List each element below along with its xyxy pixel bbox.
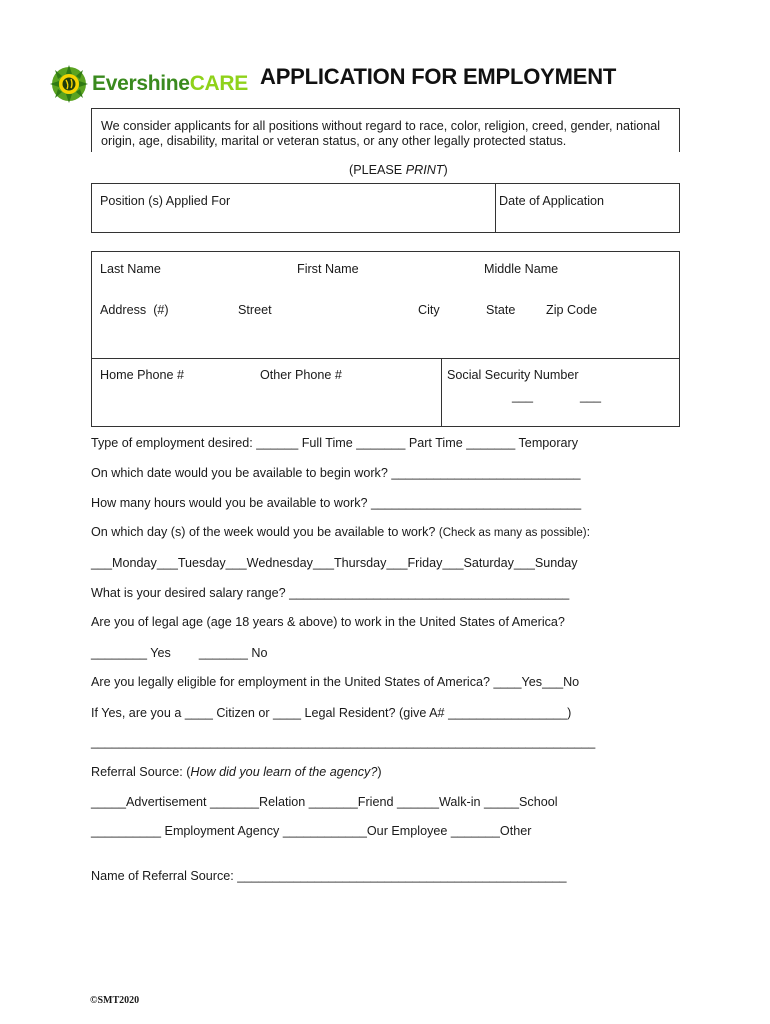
- page-title: APPLICATION FOR EMPLOYMENT: [260, 64, 617, 89]
- middle-name-field[interactable]: Middle Name: [484, 262, 559, 276]
- please-print-note: [349, 163, 448, 177]
- zip-code-field[interactable]: Zip Code: [546, 303, 598, 317]
- city-field[interactable]: City: [418, 303, 440, 317]
- referral-italic: How did you learn of the agency?: [190, 765, 378, 779]
- home-phone-field[interactable]: Home Phone #: [100, 368, 185, 382]
- address-number-field[interactable]: Address (#): [100, 303, 169, 317]
- referral-name-field[interactable]: Name of Referral Source: _______________________________________________: [91, 869, 567, 883]
- referral-options-row-1[interactable]: _____Advertisement _______Relation _______Friend ______Walk-in _____School: [91, 795, 558, 809]
- legal-age-options[interactable]: ________ Yes _______ No: [91, 646, 268, 660]
- referral-prefix: Referral Source: (: [91, 765, 191, 779]
- eligibility-question[interactable]: Are you legally eligible for employment in the United States of America? ____Yes___No: [91, 675, 580, 689]
- hours-question[interactable]: How many hours would you be available to work? ______________________________: [91, 496, 582, 510]
- date-of-application-field[interactable]: Date of Application: [499, 194, 605, 208]
- start-date-question[interactable]: On which date would you be available to begin work? ___________________________: [91, 466, 581, 480]
- please-print-prefix: (PLEASE: [349, 163, 406, 177]
- referral-source-heading: [91, 765, 382, 779]
- street-field[interactable]: Street: [238, 303, 272, 317]
- days-question-note: (Check as many as possible): [438, 527, 587, 539]
- days-question-text: On which day (s) of the week would you be available to work?: [91, 525, 439, 539]
- days-question-colon: :: [586, 525, 591, 539]
- sunburst-icon: [50, 65, 88, 103]
- brand-name-ever: Evershine: [92, 72, 190, 95]
- state-field[interactable]: State: [486, 303, 516, 317]
- referral-options-row-2[interactable]: __________ Employment Agency ____________Our Employee _______Other: [91, 824, 532, 838]
- ssn-separator-1: ___: [512, 389, 534, 403]
- days-question: [91, 525, 590, 539]
- please-print-suffix: ): [443, 163, 448, 177]
- referral-suffix: ): [377, 765, 382, 779]
- salary-question[interactable]: What is your desired salary range? ________________________________________: [91, 586, 570, 600]
- ssn-divider: [441, 358, 442, 427]
- employment-type-question[interactable]: Type of employment desired: ______ Full Time _______ Part Time _______ Temporary: [91, 436, 579, 450]
- brand-name: [92, 72, 248, 96]
- other-phone-field[interactable]: Other Phone #: [260, 368, 342, 382]
- last-name-field[interactable]: Last Name: [100, 262, 161, 276]
- policy-box: [91, 108, 680, 152]
- first-name-field[interactable]: First Name: [297, 262, 359, 276]
- citizen-status-question[interactable]: If Yes, are you a ____ Citizen or ____ Legal Resident? (give A# _________________): [91, 706, 572, 720]
- ssn-field[interactable]: Social Security Number: [447, 368, 579, 382]
- ssn-separator-2: ___: [580, 389, 602, 403]
- position-divider: [495, 183, 496, 233]
- position-applied-field[interactable]: Position (s) Applied For: [100, 194, 231, 208]
- copyright-footer: ©SMT2020: [90, 995, 140, 1006]
- please-print-italic: PRINT: [405, 163, 444, 177]
- legal-age-question: Are you of legal age (age 18 years & above) to work in the United States of America?: [91, 615, 565, 629]
- additional-blank-line[interactable]: ________________________________________________________________________: [91, 735, 596, 749]
- position-box: [91, 183, 680, 233]
- brand-name-care: CARE: [189, 72, 248, 95]
- policy-text: We consider applicants for all positions without regard to race, color, religion, creed, gender, national origin, age, disability, marital or veteran status, or any other legally protected status.: [101, 119, 661, 148]
- days-checklist[interactable]: ___Monday___Tuesday___Wednesday___Thursday___Friday___Saturday___Sunday: [91, 556, 578, 570]
